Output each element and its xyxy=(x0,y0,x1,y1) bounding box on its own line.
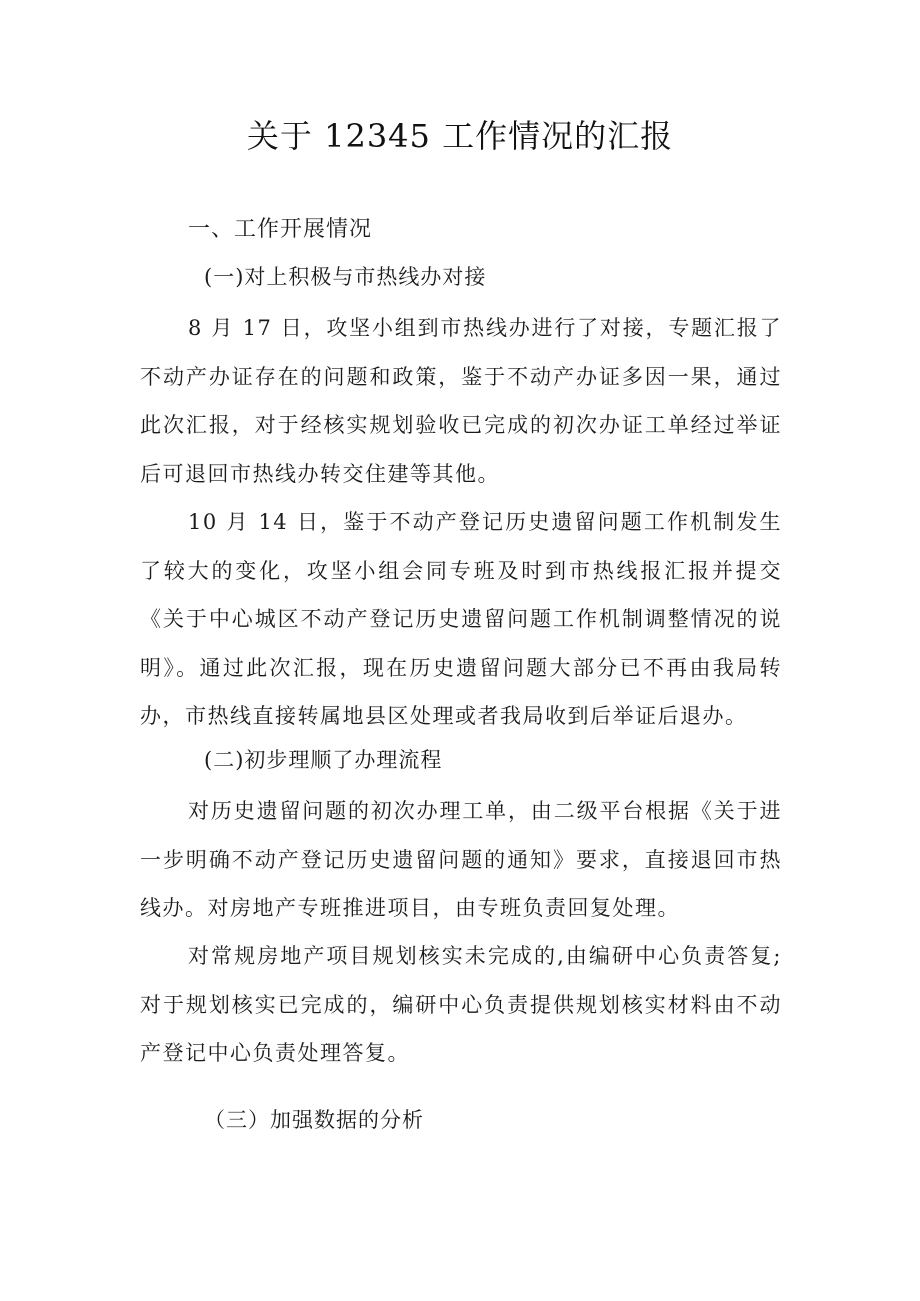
subsection-heading-1: (一)对上积极与市热线办对接 xyxy=(204,265,487,289)
section-heading-1: 一、工作开展情况 xyxy=(188,217,373,242)
paragraph-3: 对历史遗留问题的初次办理工单，由二级平台根据《关于进一步明确不动产登记历史遗留问题的通知》要求，直接退回市热线办。对房地产专班推进项目，由专班负责回复处理。 xyxy=(140,799,782,920)
paragraph-1: 8 月 17 日，攻坚小组到市热线办进行了对接，专题汇报了不动产办证存在的问题和政策，鉴于不动产办证多因一果，通过此次汇报，对于经核实规划验收已完成的初次办证工单经过举证后可退回市热线办转交住建等其他。 xyxy=(140,316,782,486)
paragraph-4: 对常规房地产项目规划核实未完成的,由编研中心负责答复;对于规划核实已完成的，编研中心负责提供规划核实材料由不动产登记中心负责处理答复。 xyxy=(140,944,782,1065)
subsection-heading-2: (二)初步理顺了办理流程 xyxy=(204,748,443,772)
document-title: 关于 12345 工作情况的汇报 xyxy=(246,117,674,155)
paragraph-2: 10 月 14 日，鉴于不动产登记历史遗留问题工作机制发生了较大的变化，攻坚小组会同专班及时到市热线报汇报并提交《关于中心城区不动产登记历史遗留问题工作机制调整情况的说明》。通过此次汇报，现在历史遗留问题大部分已不再由我局转办，市热线直接转属地县区处理或者我局收到后举证后退办。 xyxy=(140,510,782,728)
subsection-heading-3: （三）加强数据的分析 xyxy=(204,1108,424,1132)
